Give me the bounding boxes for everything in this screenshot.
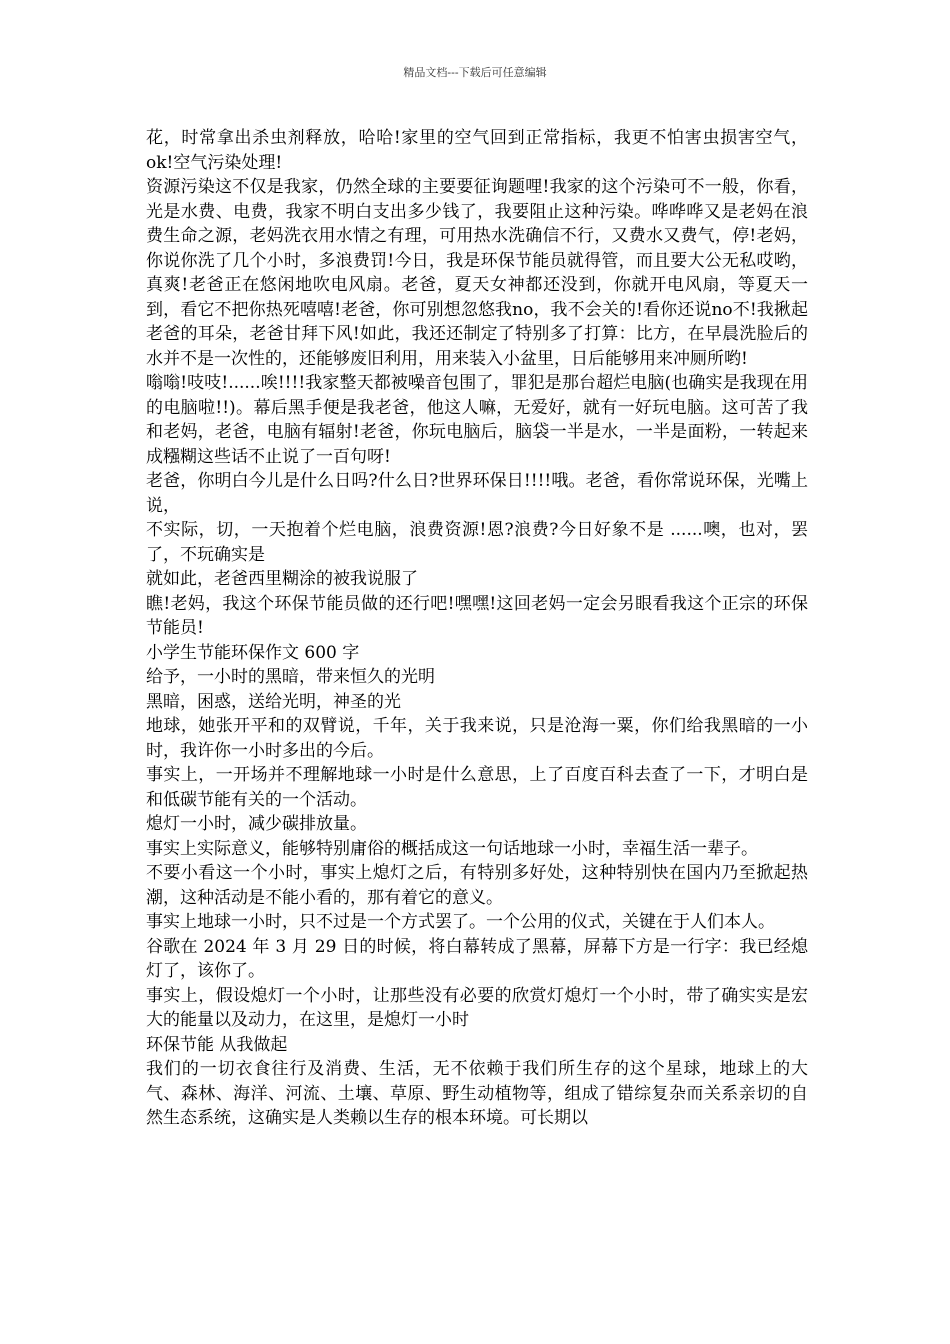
paragraph: 谷歌在 2024 年 3 月 29 日的时候，将白幕转成了黑幕，屏幕下方是一行字：我已经熄灯了，该你了。 bbox=[146, 936, 808, 981]
paragraph: 不实际，切，一天抱着个烂电脑，浪费资源!恩?浪费?今日好象不是 ......噢，也对，罢了，不玩确实是 bbox=[146, 520, 808, 565]
paragraph: 嗡嗡!吱吱!......唉!!!!我家整天都被噪音包围了，罪犯是那台超烂电脑(也确实是我现在用的电脑啦!!)。幕后黑手便是我老爸，他这人嘛，无爱好，就有一好玩电脑。这可苦了我和老妈，老爸，电脑有辐射!老爸，你玩电脑后，脑袋一半是水，一半是面粉，一转起来成糨糊这些话不止说了一百句呀! bbox=[146, 373, 808, 467]
section-title: 小学生节能环保作文 600 字 bbox=[146, 642, 360, 663]
paragraph: 花，时常拿出杀虫剂释放，哈哈!家里的空气回到正常指标，我更不怕害虫损害空气，ok!空气污染处理! bbox=[146, 128, 808, 173]
document-body bbox=[146, 126, 808, 1131]
paragraph: 老爸，你明白今儿是什么日吗?什么日?世界环保日!!!!哦。老爸，看你常说环保，光嘴上说， bbox=[146, 471, 808, 516]
paragraph: 给予，一小时的黑暗，带来恒久的光明 bbox=[146, 667, 435, 687]
page-header: 精品文档---下载后可任意编辑 bbox=[403, 66, 547, 79]
paragraph: 熄灯一小时，减少碳排放量。 bbox=[146, 814, 367, 834]
paragraph: 我们的一切衣食往行及消费、生活，无不依赖于我们所生存的这个星球，地球上的大气、森林、海洋、河流、土壤、草原、野生动植物等，组成了错综复杂而关系亲切的自然生态系统，这确实是人类赖以生存的根本环境。可长期以 bbox=[146, 1059, 808, 1128]
paragraph: 事实上，一开场并不理解地球一小时是什么意思，上了百度百科去查了一下，才明白是和低碳节能有关的一个活动。 bbox=[146, 765, 808, 810]
paragraph: 不要小看这一个小时，事实上熄灯之后，有特别多好处，这种特别快在国内乃至掀起热潮，这种活动是不能小看的，那有着它的意义。 bbox=[146, 863, 808, 908]
paragraph: 就如此，老爸西里糊涂的被我说服了 bbox=[146, 569, 418, 589]
paragraph: 事实上实际意义，能够特别庸俗的概括成这一句话地球一小时，幸福生活一辈子。 bbox=[146, 838, 758, 859]
paragraph: 资源污染这不仅是我家，仍然全球的主要要征询题哩!我家的这个污染可不一般，你看，光是水费、电费，我家不明白支出多少钱了，我要阻止这种污染。哗哗哗又是老妈在浪费生命之源，老妈洗衣用水情之有理，可用热水洗确信不行，又费水又费气，停!老妈，你说你洗了几个小时，多浪费罚!今日，我是环保节能员就得管，而且要大公无私哎哟，真爽!老爸正在悠闲地吹电风扇。老爸，夏天女神都还没到，你就开电风扇，等夏天一到，看它不把你热死嘻嘻!老爸，你可别想忽悠我no，我不会关的!看你还说no不!我揪起老爸的耳朵，老爸甘拜下风!如此，我还还制定了特别多了打算：比方，在早晨洗脸后的水并不是一次性的，还能够废旧利用，用来装入小盆里，日后能够用来冲厕所哟! bbox=[146, 177, 808, 369]
paragraph: 事实上，假设熄灯一个小时，让那些没有必要的欣赏灯熄灯一个小时，带了确实实是宏大的能量以及动力，在这里，是熄灯一小时 bbox=[146, 985, 808, 1030]
paragraph: 事实上地球一小时，只不过是一个方式罢了。一个公用的仪式，关键在于人们本人。 bbox=[146, 912, 775, 932]
paragraph: 黑暗，困惑，送给光明，神圣的光 bbox=[146, 691, 401, 712]
section-title: 环保节能 从我做起 bbox=[146, 1034, 288, 1055]
paragraph: 瞧!老妈，我这个环保节能员做的还行吧!嘿嘿!这回老妈一定会另眼看我这个正宗的环保节能员! bbox=[146, 593, 808, 638]
paragraph: 地球，她张开平和的双臂说，千年，关于我来说，只是沧海一粟，你们给我黑暗的一小时，我许你一小时多出的今后。 bbox=[146, 716, 808, 761]
